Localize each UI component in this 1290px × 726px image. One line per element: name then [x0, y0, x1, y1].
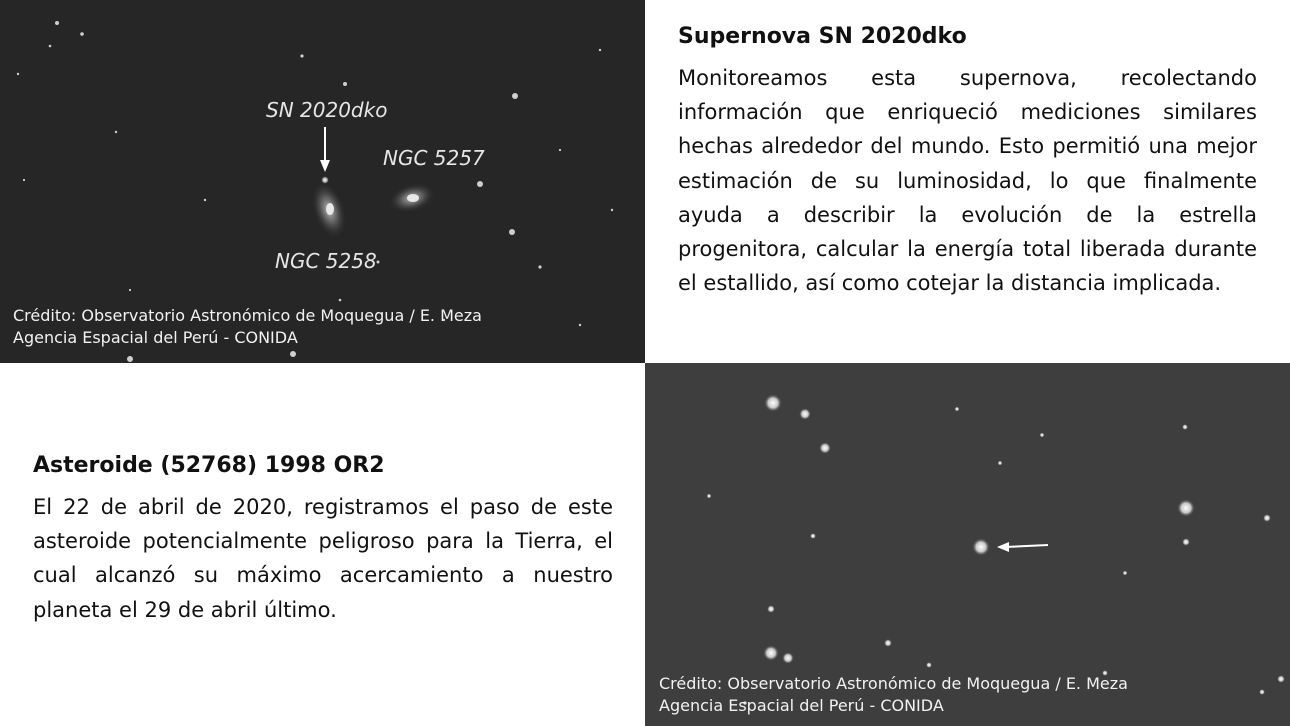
- asteroid-credit-line1: Crédito: Observatorio Astronómico de Moquegua / E. Meza: [659, 674, 1128, 693]
- label-ngc-5257: NGC 5257: [383, 146, 485, 170]
- supernova-credit: [13, 305, 482, 349]
- supernova-credit-line2: Agencia Espacial del Perú - CONIDA: [13, 328, 298, 347]
- asteroid-credit-line2: Agencia Espacial del Perú - CONIDA: [659, 696, 944, 715]
- supernova-title: Supernova SN 2020dko: [678, 24, 967, 49]
- galaxy-ngc5258: [305, 177, 354, 244]
- supernova-arrow: [320, 127, 330, 172]
- asteroid-arrow: [997, 542, 1048, 552]
- supernova-credit-line1: Crédito: Observatorio Astronómico de Moquegua / E. Meza: [13, 306, 482, 325]
- asteroid-credit: [659, 673, 1128, 717]
- asteroid-starfield: [645, 363, 1290, 726]
- supernova-image: [0, 0, 645, 363]
- supernova-body: Monitoreamos esta supernova, recolectando información que enriqueció mediciones similares hechas alrededor del mundo. Esto permitió una mejor estimación de su luminosidad, lo que finalmente ayuda a describir la evolución de la estrella progenitora, calcular la energía total liberada durante el estallido, así como cotejar la distancia implicada.: [678, 66, 1257, 296]
- label-sn-2020dko: SN 2020dko: [266, 98, 388, 122]
- star-field: [707, 394, 1286, 706]
- asteroid-title: Asteroide (52768) 1998 OR2: [33, 453, 385, 478]
- asteroid-image: [645, 363, 1290, 726]
- asteroid-body: El 22 de abril de 2020, registramos el paso de este asteroide potencialmente peligroso para la Tierra, el cual alcanzó su máximo acercamiento a nuestro planeta el 29 de abril último.: [33, 495, 613, 622]
- galaxy-ngc5257: [385, 178, 439, 217]
- label-ngc-5258: NGC 5258: [275, 249, 377, 273]
- asteroid-text: [33, 453, 613, 627]
- supernova-point: [321, 176, 329, 184]
- supernova-text: [678, 24, 1257, 300]
